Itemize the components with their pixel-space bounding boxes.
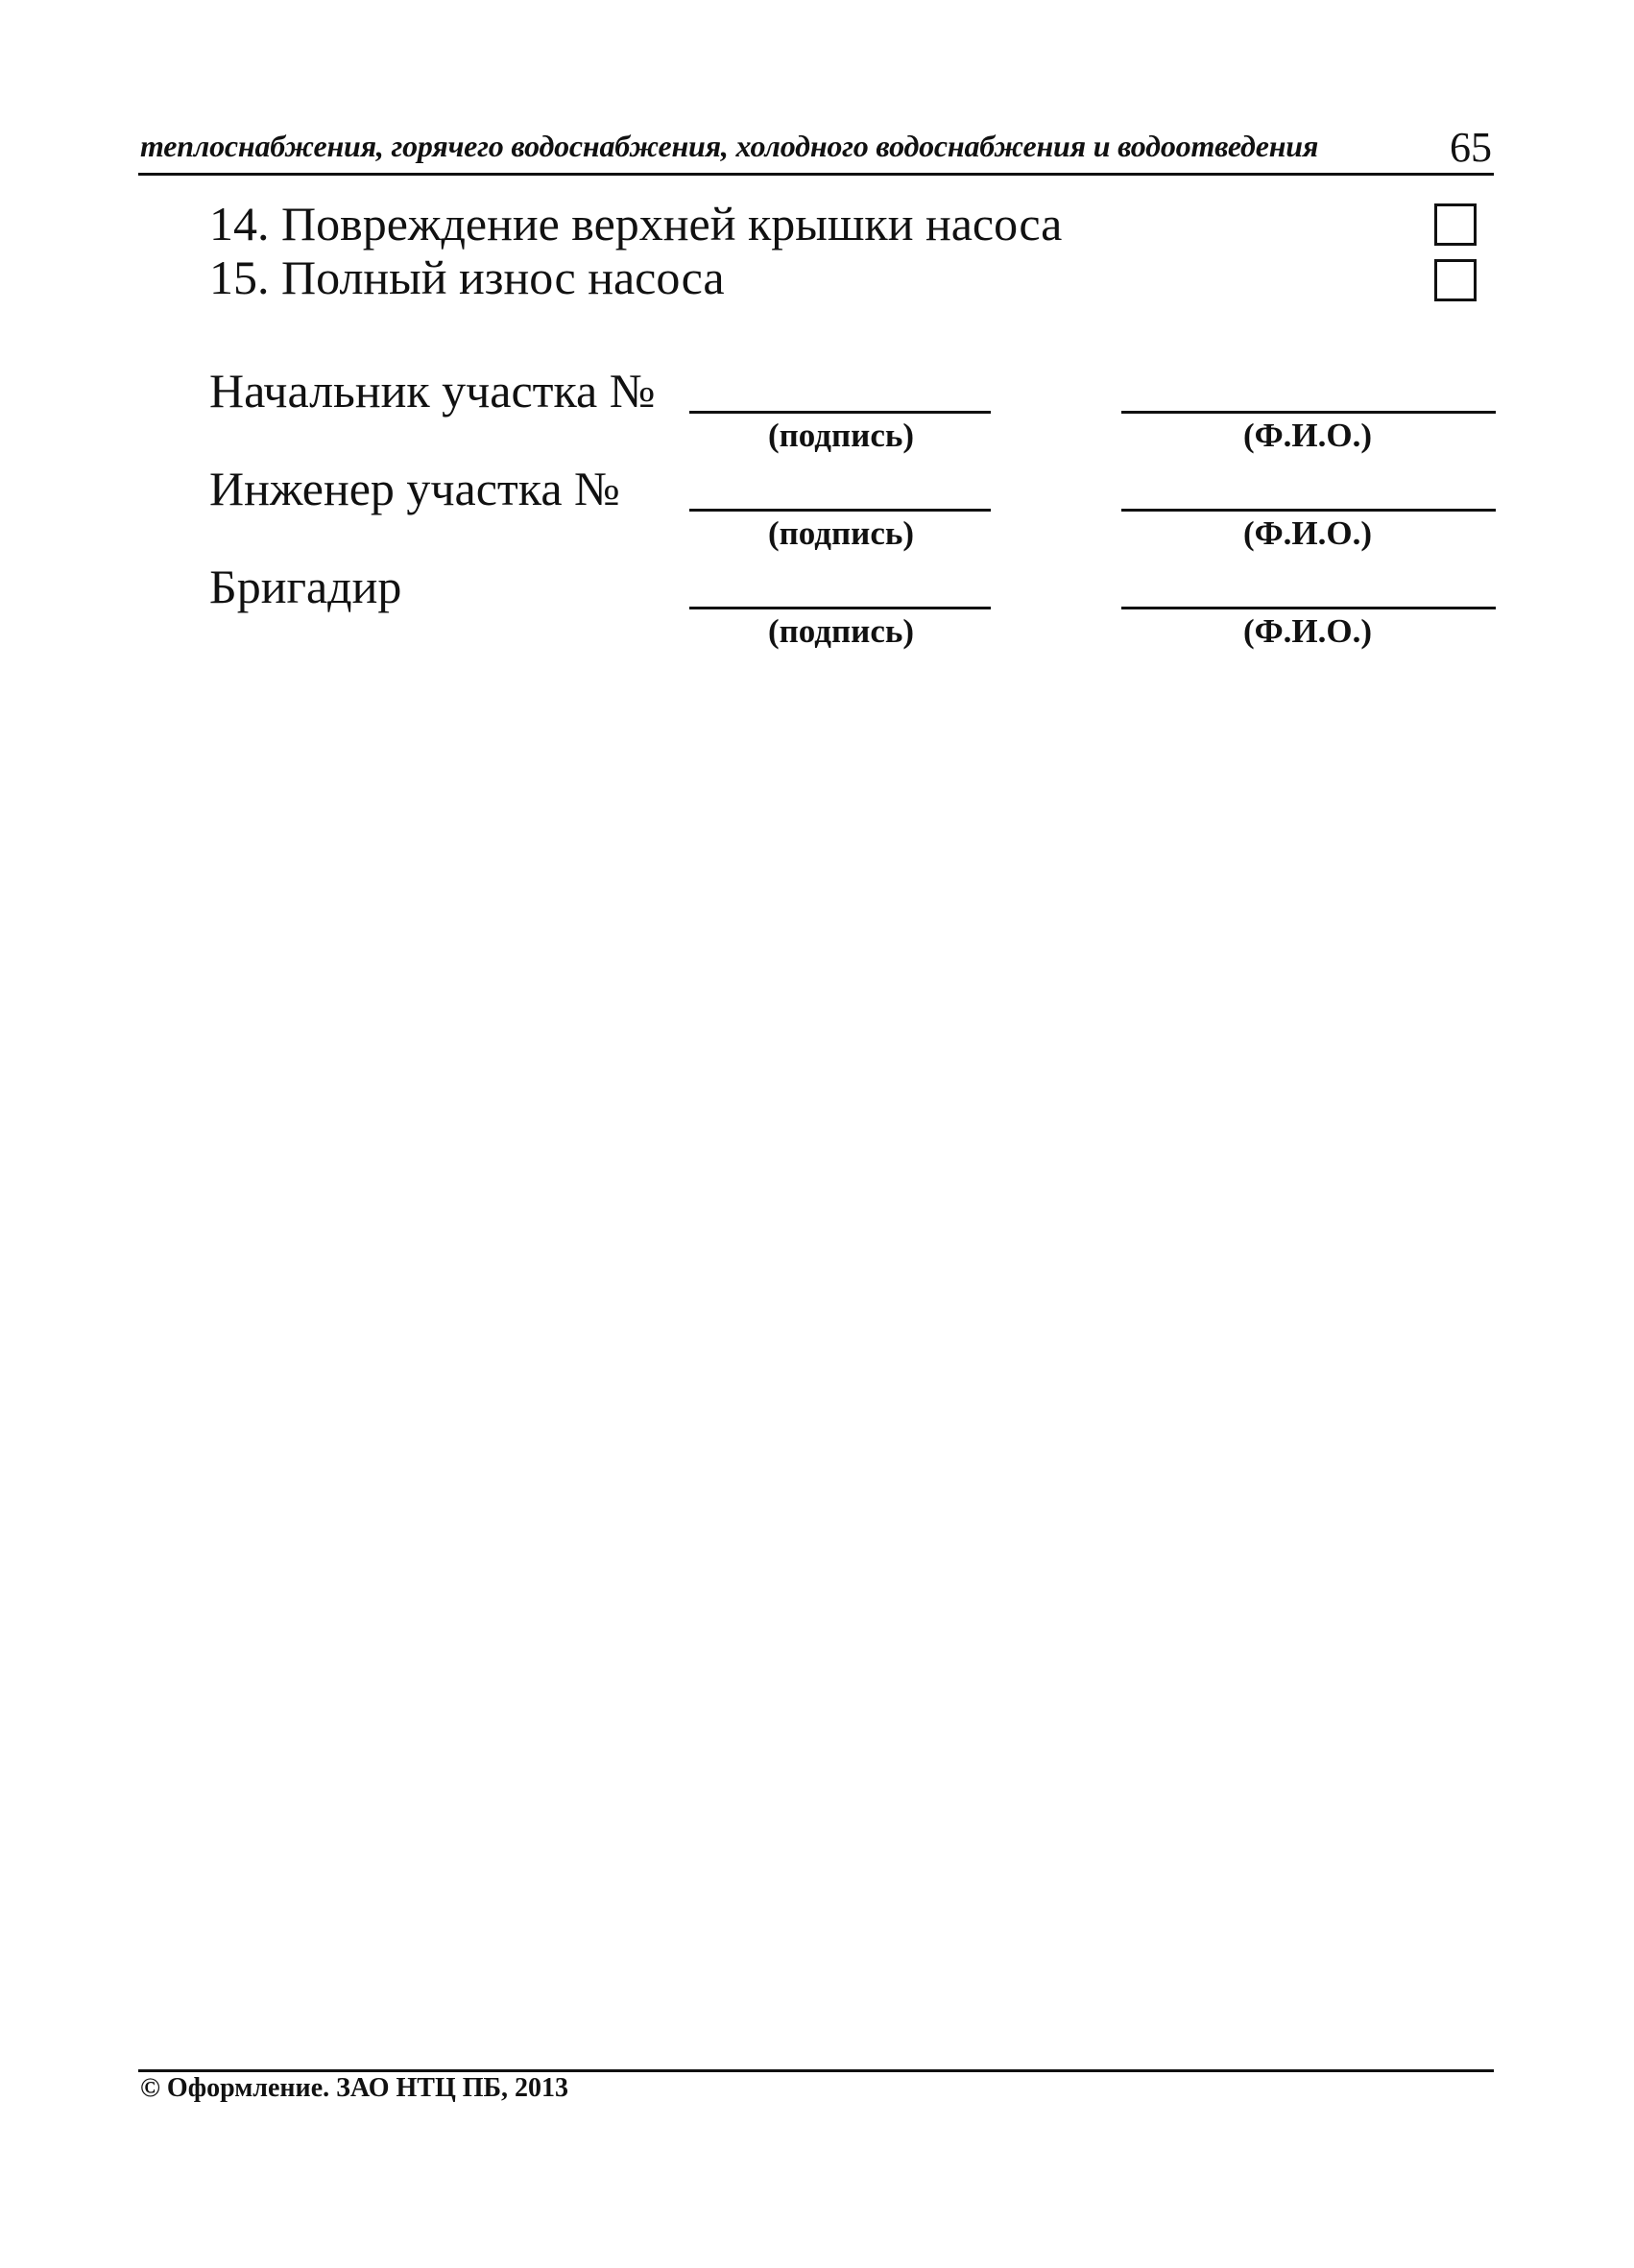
signature-line-section-engineer[interactable] (689, 509, 991, 512)
signature-line-foreman[interactable] (689, 607, 991, 609)
role-label-section-chief: Начальник участка № (209, 364, 656, 418)
signature-caption: (подпись) (767, 417, 915, 454)
name-line-foreman[interactable] (1121, 607, 1496, 609)
signature-caption: (подпись) (767, 612, 915, 650)
role-label-foreman: Бригадир (209, 560, 402, 613)
checkbox-item-14[interactable] (1434, 203, 1477, 246)
name-caption: (Ф.И.О.) (1242, 417, 1373, 454)
role-label-section-engineer: Инженер участка № (209, 462, 620, 515)
name-caption: (Ф.И.О.) (1242, 612, 1373, 650)
checklist-item-15: 15. Полный износ насоса (209, 251, 725, 304)
name-line-section-chief[interactable] (1121, 411, 1496, 414)
checkbox-item-15[interactable] (1434, 259, 1477, 301)
footer-divider (138, 2069, 1494, 2072)
checklist-item-14: 14. Повреждение верхней крышки насоса (209, 197, 1063, 251)
name-caption: (Ф.И.О.) (1242, 514, 1373, 552)
page-number: 65 (1450, 124, 1492, 171)
header-divider (138, 173, 1494, 176)
signature-caption: (подпись) (767, 514, 915, 552)
footer-copyright: © Оформление. ЗАО НТЦ ПБ, 2013 (140, 2073, 569, 2103)
running-header: теплоснабжения, горячего водоснабжения, холодного водоснабжения и водоотведения (140, 129, 1319, 163)
name-line-section-engineer[interactable] (1121, 509, 1496, 512)
signature-line-section-chief[interactable] (689, 411, 991, 414)
